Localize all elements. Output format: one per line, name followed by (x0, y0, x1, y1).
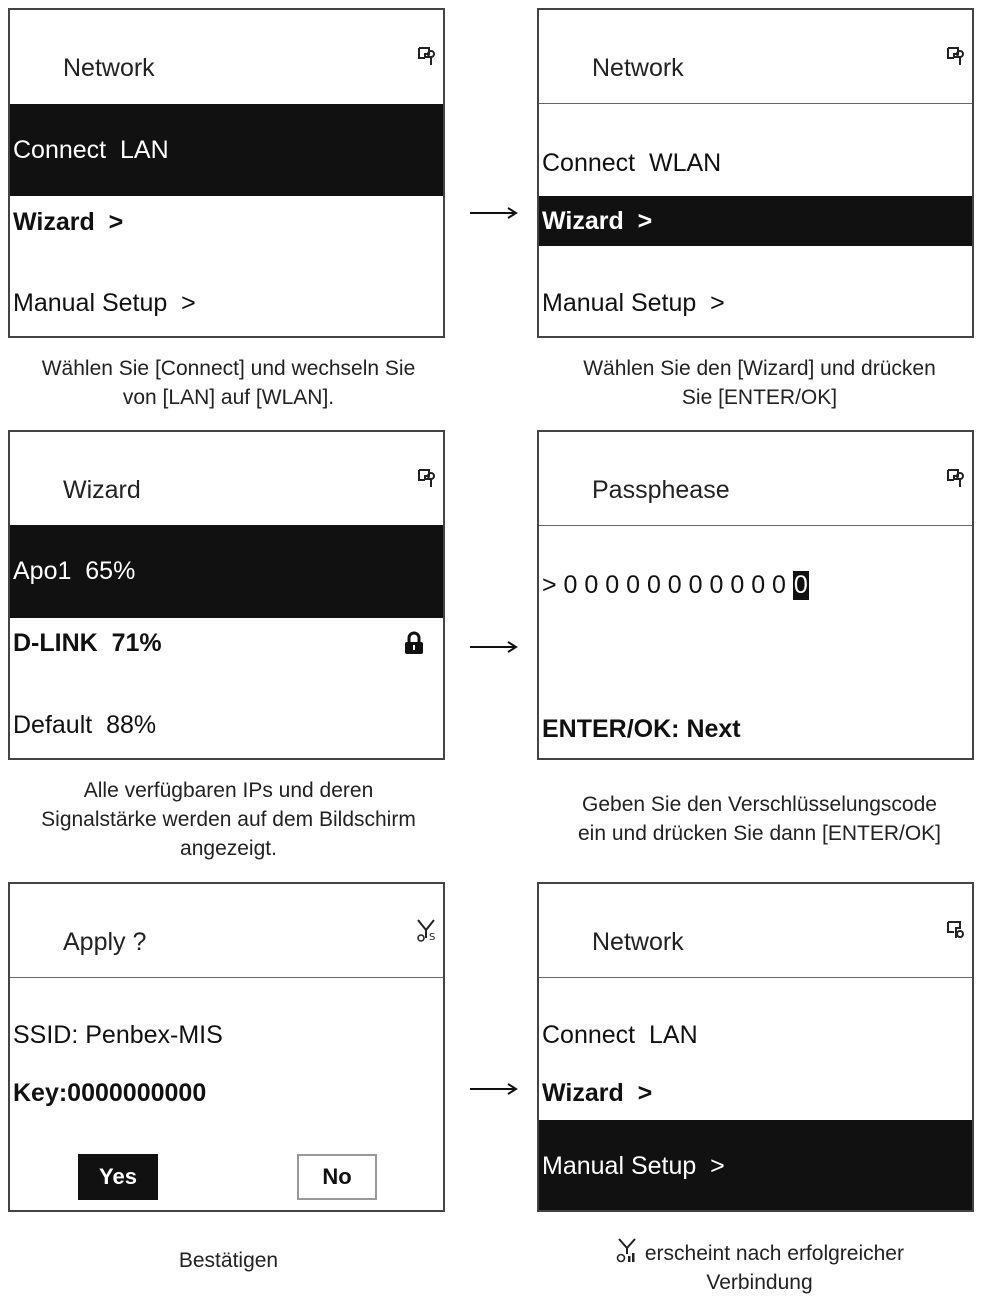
svg-text:S: S (429, 932, 436, 942)
network-status-icon (415, 464, 437, 490)
menu-item-wizard[interactable]: Wizard > (13, 207, 124, 236)
caption-6 (537, 1236, 982, 1297)
caption-text: erscheint nach erfolgreicher (644, 1242, 904, 1265)
signal-icon (615, 1236, 639, 1264)
input-prompt: > (542, 570, 564, 599)
network-status-icon (415, 42, 437, 68)
caption-line (537, 1236, 982, 1268)
enter-hint: ENTER/OK: Next (542, 714, 741, 743)
network-status-icon (944, 42, 966, 68)
divider (10, 977, 443, 978)
network-status-icon (944, 464, 966, 490)
network-item-label: D-LINK 71% (13, 628, 162, 657)
caption-line: Signalstärke werden auf dem Bildschirm (41, 808, 416, 831)
menu-item-wizard[interactable]: Wizard > (542, 1078, 653, 1107)
flow-arrow-icon (470, 206, 518, 220)
text-cursor: 0 (793, 570, 808, 599)
caption-line: von [LAN] auf [WLAN]. (122, 386, 335, 409)
screen-wizard (8, 430, 445, 760)
caption-line: Wählen Sie [Connect] und wechseln Sie (41, 357, 416, 380)
screen-network-lan (8, 8, 445, 338)
caption-5 (8, 1246, 449, 1275)
screen-passphrase (537, 430, 974, 760)
caption-line: ein und drücken Sie dann [ENTER/OK] (577, 822, 942, 845)
caption-line: Sie [ENTER/OK] (681, 386, 838, 409)
caption-3 (8, 776, 449, 863)
menu-item-manual-setup[interactable]: Manual Setup > (13, 288, 196, 317)
screen-apply (8, 882, 445, 1212)
network-item-default[interactable]: Default 88% (13, 710, 157, 739)
caption-4 (537, 790, 982, 848)
menu-item-connect[interactable]: Connect WLAN (542, 148, 722, 177)
caption-line: Bestätigen (178, 1249, 279, 1272)
caption-line: angezeigt. (180, 837, 277, 860)
network-item-apo1[interactable]: Apo1 65% (10, 525, 443, 618)
caption-2 (537, 354, 982, 412)
caption-line: Verbindung (706, 1271, 813, 1294)
divider (539, 525, 972, 526)
screen-network-connected (537, 882, 974, 1212)
network-item-dlink[interactable] (10, 618, 443, 668)
menu-item-connect[interactable]: Connect LAN (542, 1020, 698, 1049)
menu-item-manual-setup[interactable]: Manual Setup > (539, 1120, 972, 1212)
screen-title: Passphease (592, 476, 730, 504)
menu-item-manual-setup[interactable]: Manual Setup > (542, 288, 725, 317)
menu-item-connect[interactable]: Connect LAN (10, 104, 443, 196)
menu-item-wizard[interactable]: Wizard > (539, 196, 972, 246)
screen-title: Network (63, 54, 155, 82)
screen-title: Network (592, 54, 684, 82)
caption-line: Wählen Sie den [Wizard] und drücken (583, 357, 936, 380)
no-button[interactable]: No (297, 1154, 377, 1200)
caption-1 (8, 354, 449, 412)
screen-title: Network (592, 928, 684, 956)
screen-network-wlan (537, 8, 974, 338)
caption-line: Alle verfügbaren IPs und deren (83, 779, 374, 802)
screen-title: Wizard (63, 476, 141, 504)
ssid-label: SSID: Penbex-MIS (13, 1020, 223, 1049)
flow-arrow-icon (470, 640, 518, 654)
lock-icon (403, 631, 425, 655)
divider (539, 977, 972, 978)
caption-line: Geben Sie den Verschlüsselungscode (582, 793, 937, 816)
flow-arrow-icon (470, 1082, 518, 1096)
screen-title: Apply ? (63, 928, 147, 956)
passphrase-input[interactable] (539, 560, 972, 610)
passphrase-digits: 0 0 0 0 0 0 0 0 0 0 0 (563, 570, 793, 599)
yes-button[interactable]: Yes (78, 1154, 158, 1200)
network-connected-icon (944, 916, 966, 942)
divider (539, 103, 972, 104)
key-label: Key:0000000000 (13, 1078, 207, 1107)
signal-searching-icon (415, 916, 437, 942)
